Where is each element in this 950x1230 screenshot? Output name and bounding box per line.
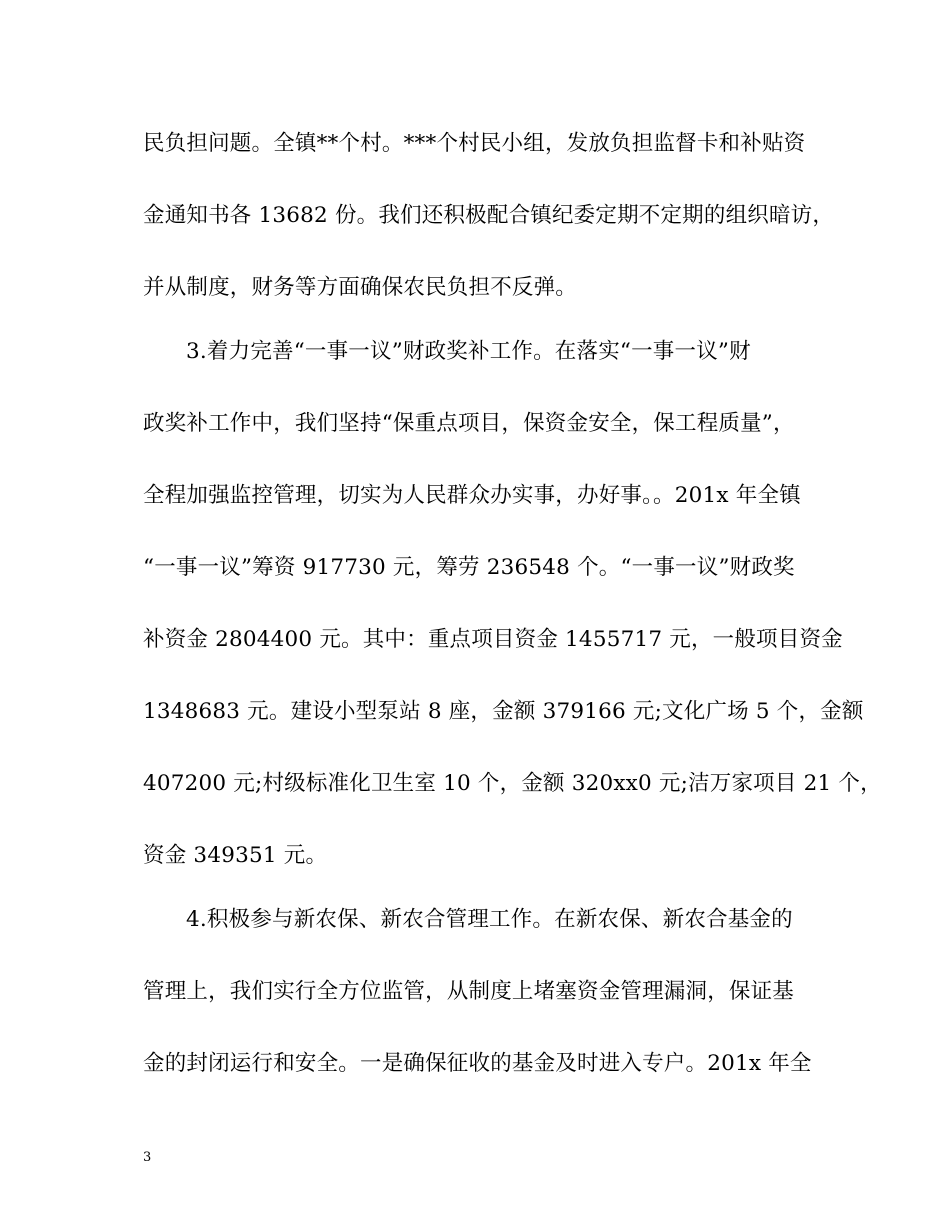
text-line: 1348683 元。建设小型泵站 8 座，金额 379166 元;文化广场 5 个，金额	[143, 699, 864, 724]
text-line: 金通知书各 13682 份。我们还积极配合镇纪委定期不定期的组织暗访，	[143, 203, 835, 228]
text-line: 政奖补工作中，我们坚持“保重点项目，保资金安全，保工程质量”，	[143, 411, 795, 436]
text-line: 民负担问题。全镇**个村。***个村民小组，发放负担监督卡和补贴资	[143, 131, 806, 156]
text-line: 并从制度，财务等方面确保农民负担不反弹。	[143, 275, 578, 300]
text-line: 全程加强监控管理，切实为人民群众办实事，办好事。。201x 年全镇	[143, 483, 801, 508]
text-line: “一事一议”筹资 917730 元，筹劳 236548 个。“一事一议”财政奖	[143, 555, 795, 580]
text-line: 管理上，我们实行全方位监管，从制度上堵塞资金管理漏洞，保证基	[143, 979, 795, 1004]
text-line: 补资金 2804400 元。其中：重点项目资金 1455717 元，一般项目资金	[143, 627, 843, 652]
text-line: 金的封闭运行和安全。一是确保征收的基金及时进入专户。201x 年全	[143, 1051, 812, 1076]
page-number: 3	[143, 1150, 152, 1165]
text-line: 资金 349351 元。	[143, 843, 328, 868]
text-line: 407200 元;村级标准化卫生室 10 个，金额 320xx0 元;洁万家项目 21 个，	[143, 771, 882, 796]
paragraph-start-line: 4.积极参与新农保、新农合管理工作。在新农保、新农合基金的	[186, 907, 793, 932]
paragraph-start-line: 3.着力完善“一事一议”财政奖补工作。在落实“一事一议”财	[186, 339, 751, 364]
